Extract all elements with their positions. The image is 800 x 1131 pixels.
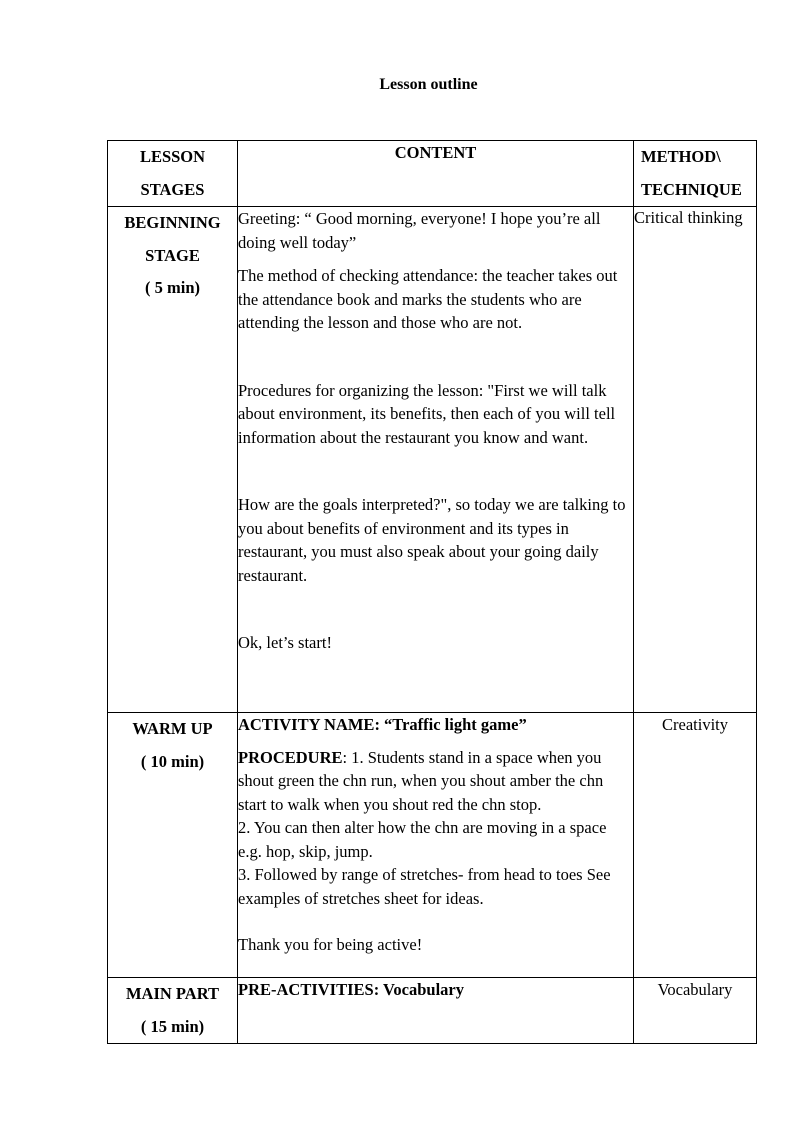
content-warmup: [238, 713, 634, 978]
method-warmup: Creativity: [634, 713, 757, 978]
stage-warmup: [108, 713, 238, 978]
header-stages-line1: LESSON: [139, 147, 206, 166]
procedure-text: [238, 746, 633, 817]
stage-warmup-line1: WARM UP: [132, 719, 213, 738]
content-beginning: [238, 207, 634, 713]
procedure-step1: : 1. Students stand in a space when you shout green the chn run, when you shout amber the chn start to walk when you shout red the chn stop.: [238, 747, 604, 814]
header-method-line2: TECHNIQUE: [641, 179, 742, 199]
activity-name: ACTIVITY NAME: “Traffic light game”: [238, 715, 527, 734]
table-row-beginning: [108, 207, 757, 713]
procedure-label: PROCEDURE: [238, 747, 343, 767]
stage-beginning-line1: BEGINNING: [124, 213, 221, 232]
table-row-warmup: [108, 713, 757, 978]
stage-beginning-line2: STAGE: [145, 245, 200, 265]
table-row-main: [108, 978, 757, 1044]
table-header-row: [108, 141, 757, 207]
attendance-text: The method of checking attendance: the teacher takes out the attendance book and marks the students who are attending the lesson and those who are not.: [238, 266, 618, 332]
stage-main-line1: MAIN PART: [125, 984, 220, 1003]
procedure-step3: 3. Followed by range of stretches- from head to toes See examples of stretches sheet for ideas.: [238, 865, 611, 908]
stage-warmup-time: ( 10 min): [140, 751, 205, 771]
closing-text: Thank you for being active!: [238, 935, 423, 954]
procedures-text: Procedures for organizing the lesson: "First we will talk about environment, its benefits, then each of you will tell information about the restaurant you know and want.: [238, 380, 616, 447]
header-stages: [108, 141, 238, 207]
greeting-text: Greeting: “ Good morning, everyone! I hope you’re all doing well today”: [238, 209, 601, 252]
header-method-line1: METHOD\: [641, 147, 721, 166]
procedure-step2: 2. You can then alter how the chn are moving in a space e.g. hop, skip, jump.: [238, 818, 607, 861]
stage-beginning: [108, 207, 238, 713]
goals-text: How are the goals interpreted?", so today we are talking to you about benefits of environment and its types in restaurant, you must also speak about your going daily restaurant.: [238, 495, 626, 585]
header-method: [634, 141, 757, 207]
stage-main-time: ( 15 min): [140, 1016, 205, 1036]
stage-beginning-time: ( 5 min): [145, 278, 200, 297]
content-main: PRE-ACTIVITIES: Vocabulary: [238, 978, 634, 1044]
lesson-outline-table: [107, 140, 757, 1044]
start-text: Ok, let’s start!: [238, 633, 332, 652]
page-title: Lesson outline: [379, 76, 478, 93]
method-main: Vocabulary: [634, 978, 757, 1044]
method-beginning: Critical thinking: [634, 207, 757, 713]
stage-main: [108, 978, 238, 1044]
header-content: CONTENT: [238, 141, 634, 207]
header-stages-line2: STAGES: [140, 179, 205, 199]
